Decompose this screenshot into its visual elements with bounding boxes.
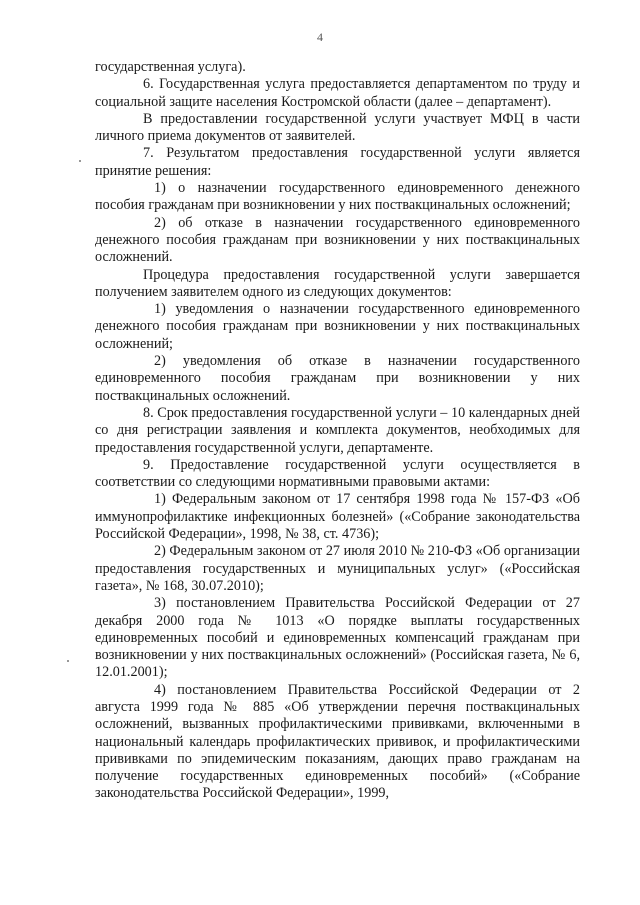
paragraph-9-item-3: 3) постановлением Правительства Российской Федерации от 27 декабря 2000 года № 1013 «О порядке выплаты государственных единовременных пособий и единовременных компенсаций гражданам при возникновении у них поствакцинальных осложнений» (Российская газета, № 6, 12.01.2001); <box>95 595 580 681</box>
paragraph-continuation: государственная услуга). <box>95 59 246 75</box>
paragraph-8: 8. Срок предоставления государственной услуги – 10 календарных дней со дня регистрации заявления и комплекта документов, необходимых для предоставления государственной услуги, департаменте. <box>95 404 580 456</box>
paragraph-7: 7. Результатом предоставления государственной услуги является принятие решения: <box>95 145 580 179</box>
paragraph-procedure-item-1: 1) уведомления о назначении государственного единовременного денежного пособия гражданам при возникновении у них поствакцинальных осложнений; <box>95 301 580 352</box>
paragraph-7-item-2: 2) об отказе в назначении государственного единовременного денежного пособия гражданам при возникновении у них поствакцинальных осложнений. <box>95 214 580 266</box>
scan-dot <box>79 160 81 162</box>
paragraph-7-item-1: 1) о назначении государственного единовременного денежного пособия гражданам при возникновении у них поствакцинальных осложнений; <box>95 180 580 214</box>
paragraph-mfc: В предоставлении государственной услуги участвует МФЦ в части личного приема документов от заявителей. <box>95 110 580 145</box>
scan-dot <box>67 660 69 662</box>
paragraph-9-item-2: 2) Федеральным законом от 27 июля 2010 № 210-ФЗ «Об организации предоставления государственных и муниципальных услуг» («Российская газета», № 168, 30.07.2010); <box>95 543 580 594</box>
paragraph-6: 6. Государственная услуга предоставляется департаментом по труду и социальной защите населения Костромской области (далее – департамент). <box>95 76 580 110</box>
paragraph-9-item-1: 1) Федеральным законом от 17 сентября 1998 года № 157-ФЗ «Об иммунопрофилактике инфекционных болезней» («Собрание законодательства Российской Федерации», 1998, № 38, ст. 4736); <box>95 491 580 543</box>
paragraph-9-item-4: 4) постановлением Правительства Российской Федерации от 2 августа 1999 года № 885 «Об утверждении перечня поствакцинальных осложнений, вызванных профилактическими прививками, включенными в национальный календарь профилактических прививок, и профилактическими прививками по эпидемическим показаниям, дающих право гражданам на получение государственных единовременных пособий» («Собрание законодательства Российской Федерации», 1999, <box>95 681 580 802</box>
page-number: 4 <box>317 30 323 44</box>
paragraph-9: 9. Предоставление государственной услуги осуществляется в соответствии со следующими нормативными правовыми актами: <box>95 456 580 491</box>
document-body <box>95 59 580 803</box>
paragraph-procedure: Процедура предоставления государственной услуги завершается получением заявителем одного из следующих документов: <box>95 266 580 300</box>
paragraph-procedure-item-2: 2) уведомления об отказе в назначении государственного единовременного пособия гражданам при возникновении у них поствакцинальных осложнений. <box>95 353 580 404</box>
